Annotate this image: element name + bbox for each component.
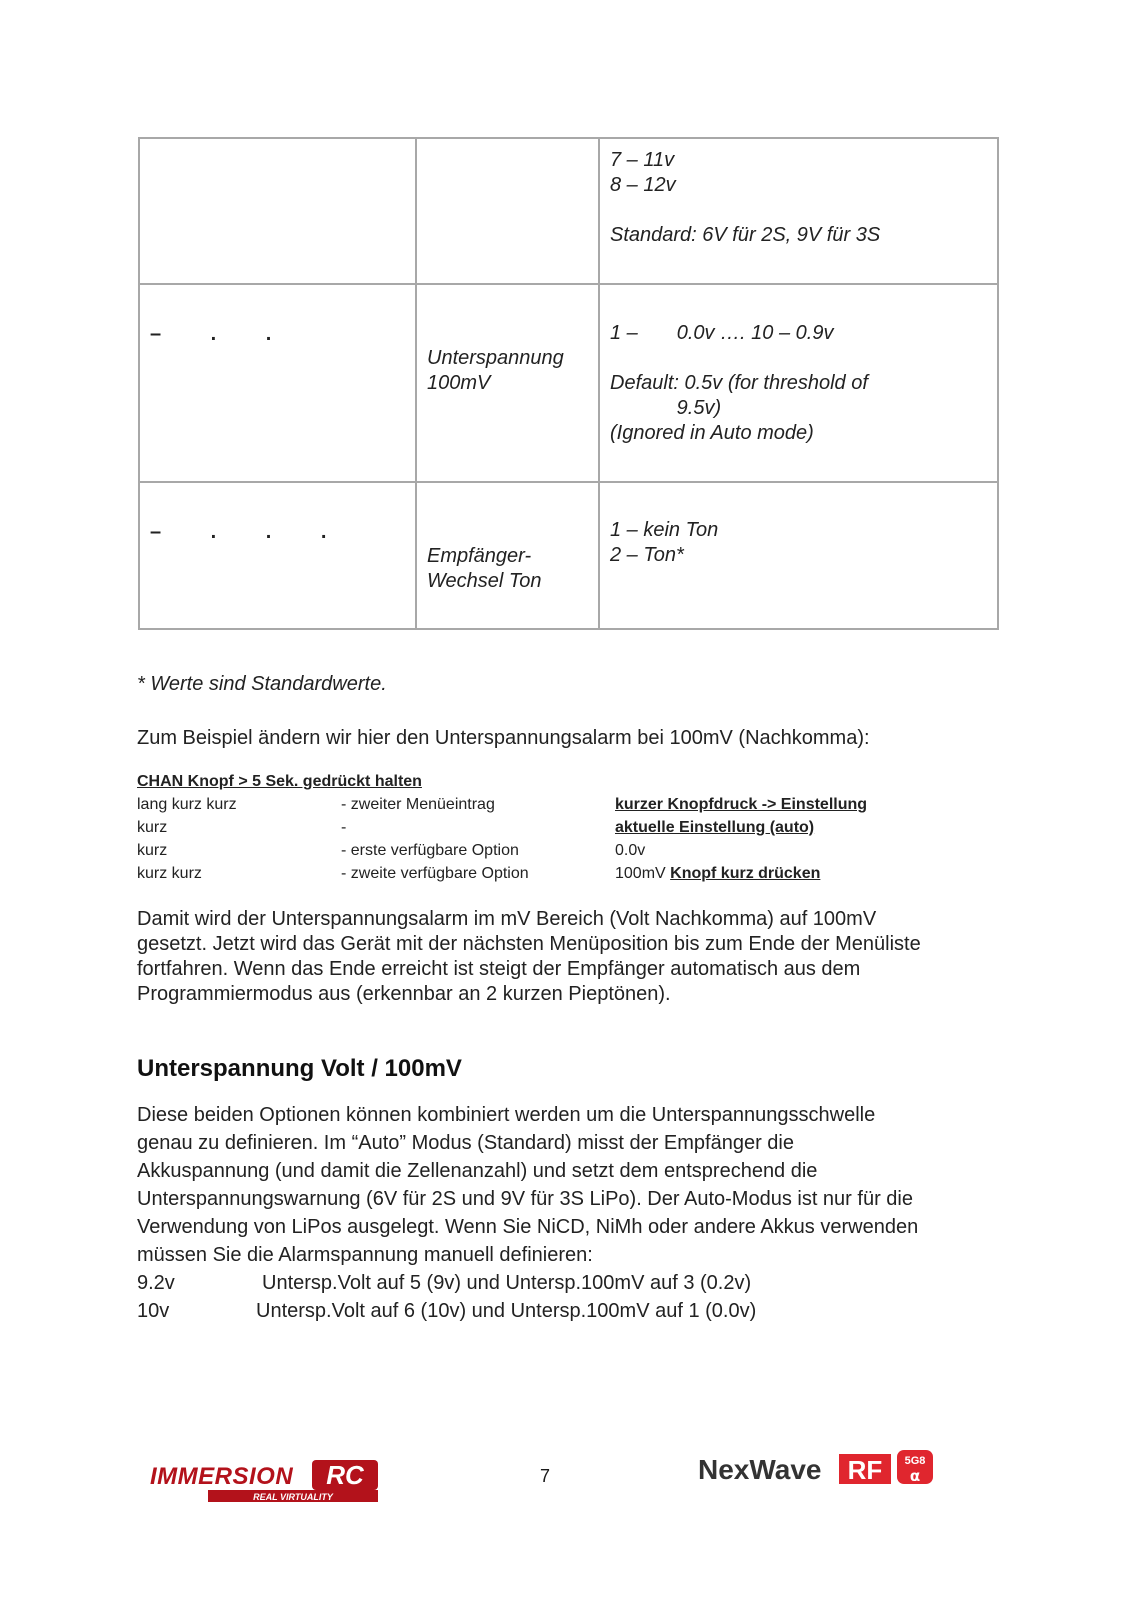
table-cell <box>139 482 416 629</box>
cell-line: (Ignored in Auto mode) <box>610 422 814 444</box>
example-intro: Zum Beispiel ändern wir hier den Unterspannungsalarm bei 100mV (Nachkomma): <box>137 727 870 749</box>
settings-table <box>138 137 999 630</box>
menu-action: - zweiter Menüeintrag <box>341 796 495 813</box>
cell-line: Empfänger- <box>427 545 532 567</box>
sequence-header: CHAN Knopf > 5 Sek. gedrückt halten <box>137 773 422 790</box>
press-pattern: kurz <box>137 842 168 859</box>
cell-line: 1 – kein Ton <box>610 519 719 541</box>
press-pattern: kurz <box>137 819 168 836</box>
result-text: 0.0v <box>615 842 646 859</box>
logo-badge-top: 5G8 <box>904 1455 926 1467</box>
menu-action: - <box>341 819 347 836</box>
menu-action: - erste verfügbare Option <box>341 842 519 859</box>
paragraph-line: Akkuspannung (und damit die Zellenanzahl) und setzt dem entsprechend die <box>137 1160 818 1182</box>
example-voltage: 10v <box>137 1300 170 1322</box>
beep-code-marker: – . . <box>150 323 294 345</box>
footnote: * Werte sind Standardwerte. <box>137 673 387 695</box>
paragraph-line: Verwendung von LiPos ausgelegt. Wenn Sie NiCD, NiMh oder andere Akkus verwenden <box>137 1216 919 1238</box>
table-row <box>139 284 998 482</box>
press-pattern: kurz kurz <box>137 865 202 882</box>
table-cell <box>416 284 599 482</box>
cell-line: 7 – 11v <box>610 149 675 171</box>
cell-line: 2 – Ton* <box>610 544 684 566</box>
result-emphasis: Knopf kurz drücken <box>670 865 821 882</box>
logo-badge-bottom: α <box>909 1467 921 1485</box>
table-cell <box>416 482 599 629</box>
paragraph-line: gesetzt. Jetzt wird das Gerät mit der nächsten Menüposition bis zum Ende der Menüliste <box>137 933 921 955</box>
paragraph-line: müssen Sie die Alarmspannung manuell definieren: <box>137 1244 593 1266</box>
table-row <box>139 482 998 629</box>
result-text: 100mV <box>615 865 671 882</box>
cell-line: 9.5v) <box>610 397 722 419</box>
logo-nexwave: NexWave <box>698 1454 822 1485</box>
table-cell <box>139 284 416 482</box>
example-setting: Untersp.Volt auf 5 (9v) und Untersp.100mV auf 3 (0.2v) <box>262 1272 752 1294</box>
cell-line: Unterspannung <box>427 347 564 369</box>
example-row <box>137 1297 757 1325</box>
paragraph-line: Diese beiden Optionen können kombiniert werden um die Unterspannungsschwelle <box>137 1104 876 1126</box>
nexwave-logo <box>698 1449 958 1494</box>
press-pattern: lang kurz kurz <box>137 796 237 813</box>
cell-line: Wechsel Ton <box>427 570 542 592</box>
cell-line: 1 – 0.0v …. 10 – 0.9v <box>610 322 834 344</box>
paragraph-line: genau zu definieren. Im “Auto” Modus (Standard) misst der Empfänger die <box>137 1132 794 1154</box>
paragraph-line: Programmiermodus aus (erkennbar an 2 kurzen Pieptönen). <box>137 983 671 1005</box>
example-setting: Untersp.Volt auf 6 (10v) und Untersp.100mV auf 1 (0.0v) <box>256 1300 757 1322</box>
cell-line: 100mV <box>427 372 491 394</box>
table-cell <box>599 284 998 482</box>
menu-action: - zweite verfügbare Option <box>341 865 529 882</box>
paragraph-line: Unterspannungswarnung (6V für 2S und 9V für 3S LiPo). Der Auto-Modus ist nur für die <box>137 1188 913 1210</box>
paragraph-line: Damit wird der Unterspannungsalarm im mV Bereich (Volt Nachkomma) auf 100mV <box>137 908 877 930</box>
logo-rf: RF <box>847 1455 883 1485</box>
page-number: 7 <box>540 1466 551 1486</box>
cell-line: Default: 0.5v (for threshold of <box>610 372 868 394</box>
immersionrc-logo <box>148 1450 388 1511</box>
example-voltage: 9.2v <box>137 1272 175 1294</box>
result-emphasis: kurzer Knopfdruck -> Einstellung <box>615 796 868 813</box>
beep-code-marker: – . . . <box>150 521 349 543</box>
table-cell <box>139 138 416 284</box>
logo-rc: RC <box>326 1460 364 1490</box>
logo-tagline: REAL VIRTUALITY <box>253 1492 333 1502</box>
table-cell <box>599 482 998 629</box>
paragraph-line: fortfahren. Wenn das Ende erreicht ist steigt der Empfänger automatisch aus dem <box>137 958 861 980</box>
section-title: Unterspannung Volt / 100mV <box>137 1055 462 1082</box>
table-cell <box>416 138 599 284</box>
result-emphasis: aktuelle Einstellung (auto) <box>615 819 815 836</box>
table-row <box>139 138 998 284</box>
cell-line: 8 – 12v <box>610 174 676 196</box>
table-cell <box>599 138 998 284</box>
example-row <box>137 1269 752 1297</box>
logo-word: IMMERSION <box>150 1463 294 1490</box>
cell-line: Standard: 6V für 2S, 9V für 3S <box>610 224 881 246</box>
